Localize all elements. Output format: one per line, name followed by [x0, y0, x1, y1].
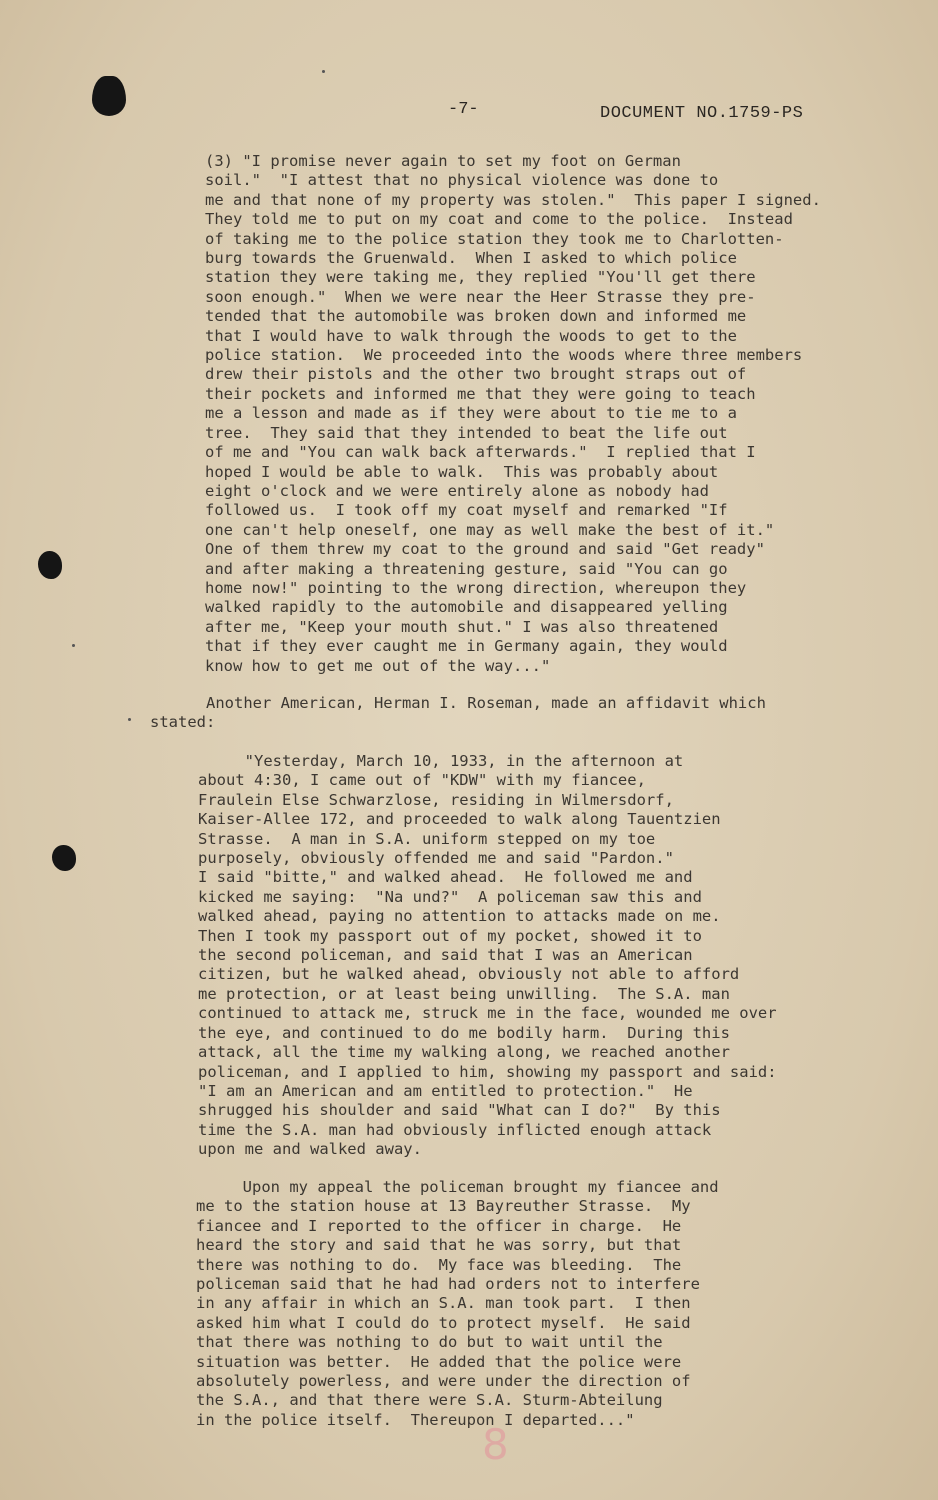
- paragraph-quote-1: (3) "I promise never again to set my foot on German soil." "I attest that no physical violence was done to me and that none of my property was stolen." This paper I signed. They told me to put on my coat and come to the police. Instead of taking me to the police station they took me to Charlotten- burg towards the Gruenwald. When I asked to which police station they were taking me, they replied "You'll get there soon enough." When we were near the Heer Strasse they pre- tended that the automobile was broken down and informed me that I would have to walk through the woods to get to the police station. We proceeded into the woods where three members drew their pistols and the other two brought straps out of their pockets and informed me that they were going to teach me a lesson and made as if they were about to tie me to a tree. They said that they intended to beat the life out of me and "You can walk back afterwards." I replied that I hoped I would be able to walk. This was probably about eight o'clock and we were entirely alone as nobody had followed us. I took off my coat myself and remarked "If one can't help oneself, one may as well make the best of it." One of them threw my coat to the ground and said "Get ready" and after making a threatening gesture, said "You can go home now!" pointing to the wrong direction, whereupon they walked rapidly to the automobile and disappeared yelling after me, "Keep your mouth shut." I was also threatened that if they ever caught me in Germany again, they would know how to get me out of the way...": [205, 152, 821, 675]
- paragraph-intro-roseman: Another American, Herman I. Roseman, made an affidavit which stated:: [150, 694, 766, 732]
- punch-hole-bottom: [52, 845, 76, 871]
- paragraph-quote-3: Upon my appeal the policeman brought my fiancee and me to the station house at 13 Bayreuther Strasse. My fiancee and I reported to the officer in charge. He heard the story and said that he was sorry, but that there was nothing to do. My face was bleeding. The policeman said that he had had orders not to interfere in any affair in which an S.A. man took part. I then asked him what I could do to protect myself. He said that there was nothing to do but to wait until the situation was better. He added that the police were absolutely powerless, and were under the direction of the S.A., and that there were S.A. Sturm-Abteilung in the police itself. Thereupon I departed...": [196, 1178, 719, 1429]
- speck: [322, 70, 325, 73]
- punch-hole-top: [92, 76, 126, 116]
- speck: [72, 644, 75, 647]
- handwritten-page-mark: 8: [482, 1420, 509, 1469]
- paragraph-quote-2: "Yesterday, March 10, 1933, in the afternoon at about 4:30, I came out of "KDW" with my fiancee, Fraulein Else Schwarzlose, residing in Wilmersdorf, Kaiser-Allee 172, and proceeded to walk along Tauentzien Strasse. A man in S.A. uniform stepped on my toe purposely, obviously offended me and said "Pardon." I said "bitte," and walked ahead. He followed me and kicked me saying: "Na und?" A policeman saw this and walked ahead, paying no attention to attacks made on me. Then I took my passport out of my pocket, showed it to the second policeman, and said that I was an American citizen, but he walked ahead, obviously not able to afford me protection, or at least being unwilling. The S.A. man continued to attack me, struck me in the face, wounded me over the eye, and continued to do me bodily harm. During this attack, all the time my walking along, we reached another policeman, and I applied to him, showing my passport and said: "I am an American and am entitled to protection." He shrugged his shoulder and said "What can I do?" By this time the S.A. man had obviously inflicted enough attack upon me and walked away.: [198, 752, 777, 1159]
- punch-hole-middle: [38, 551, 62, 579]
- page-number: -7-: [448, 100, 479, 119]
- speck: [128, 718, 131, 721]
- document-id: DOCUMENT NO.1759-PS: [600, 104, 804, 123]
